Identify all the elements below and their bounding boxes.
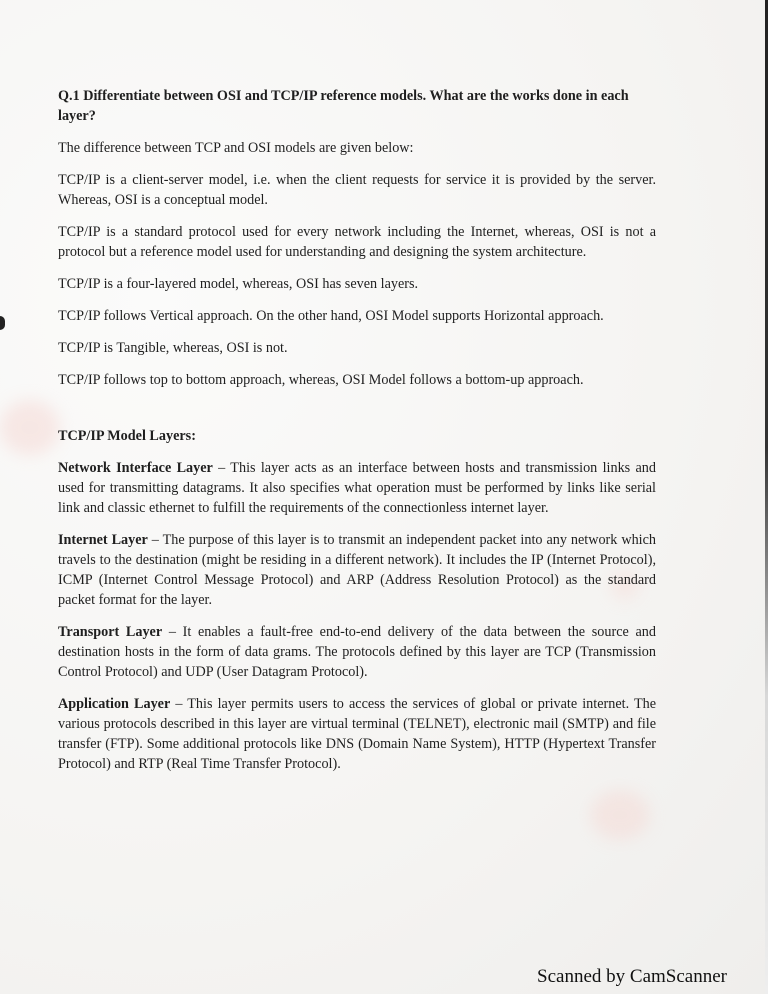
layer-name: Network Interface Layer	[58, 460, 213, 476]
layers-section-title: TCP/IP Model Layers:	[58, 428, 196, 444]
layer-description: – It enables a fault-free end-to-end delivery of the data between the source and destination hosts in the form of data grams. The protocols defined by this layer are TCP (Transmission Control Protocol) and UDP (User Datagram Protocol).	[58, 624, 656, 680]
layer-paragraph-application	[58, 694, 656, 774]
difference-paragraph: TCP/IP is a standard protocol used for every network including the Internet, whereas, OSI is not a protocol but a reference model used for understanding and designing the system architecture.	[58, 224, 656, 260]
layer-name: Internet Layer	[58, 532, 148, 548]
layer-description: – This layer acts as an interface between hosts and transmission links and used for transmitting datagrams. It also specifies what operation must be performed by links like serial link and classic ethernet to fulfill the requirements of the connectionless internet layer.	[58, 460, 656, 516]
intro-paragraph: The difference between TCP and OSI models are given below:	[58, 140, 414, 156]
layer-description: – This layer permits users to access the services of global or private internet. The various protocols described in this layer are virtual terminal (TELNET), electronic mail (SMTP) and file transfer (FTP). Some additional protocols like DNS (Domain Name System), HTTP (Hypertext Transfer Protocol) and RTP (Real Time Transfer Protocol).	[58, 696, 656, 772]
binding-mark	[0, 316, 5, 330]
layer-paragraph-transport	[58, 622, 656, 682]
layer-name: Application Layer	[58, 696, 171, 712]
difference-paragraph: TCP/IP is a client-server model, i.e. when the client requests for service it is provided by the server. Whereas, OSI is a conceptual model.	[58, 172, 656, 208]
difference-paragraph: TCP/IP is Tangible, whereas, OSI is not.	[58, 340, 288, 356]
difference-paragraph: TCP/IP follows top to bottom approach, whereas, OSI Model follows a bottom-up approach.	[58, 372, 584, 388]
layer-paragraph-internet	[58, 530, 656, 610]
paper-smudge	[0, 400, 60, 455]
question-heading: Q.1 Differentiate between OSI and TCP/IP reference models. What are the works done in each layer?	[58, 88, 629, 124]
camscanner-watermark: Scanned by CamScanner	[537, 966, 727, 987]
layer-paragraph-network-interface	[58, 458, 656, 518]
paper-smudge	[590, 790, 650, 840]
layer-name: Transport Layer	[58, 624, 163, 640]
layer-description: – The purpose of this layer is to transmit an independent packet into any network which travels to the destination (might be residing in a different network). It includes the IP (Internet Protocol), ICMP (Internet Control Message Protocol) and ARP (Address Resolution Protocol) as the standard packet format for the layer.	[58, 532, 656, 608]
document-body	[58, 86, 656, 786]
difference-paragraph: TCP/IP follows Vertical approach. On the other hand, OSI Model supports Horizontal approach.	[58, 308, 604, 324]
difference-paragraph: TCP/IP is a four-layered model, whereas, OSI has seven layers.	[58, 276, 419, 292]
